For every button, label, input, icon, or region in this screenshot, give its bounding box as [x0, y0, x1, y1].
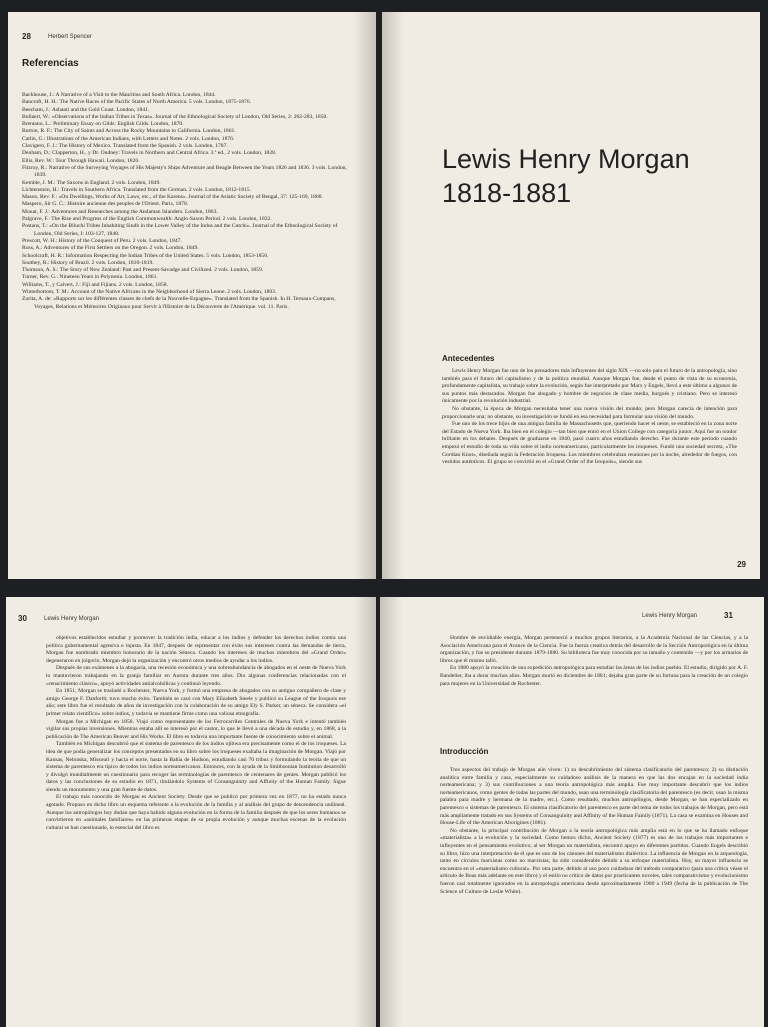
- reference-entry: Postans, T.: «On the Biluchi Tribes Inhabiting Sindh in the Lower Valley of the Indus and the Cutchi». Journal of the Ethnological Society of London, Old Series, I: 103-127, 1848.: [22, 223, 338, 237]
- reference-entry: Williams, T., y Calvert, J.: Fiji and Fijians. 2 vols. London, 1858.: [22, 281, 168, 288]
- section-title: Antecedentes: [442, 354, 495, 363]
- page-31: [380, 597, 764, 1027]
- chapter-title-name: Lewis Henry Morgan: [442, 144, 690, 174]
- reference-entry: Mason, Rev. F.: «On Dwellings, Works of Art, Laws, etc., of the Karens». Journal of the Asiatic Society of Bengal, 37: 125-169, 1868.: [22, 194, 323, 201]
- reference-entry: Beecham, J.: Ashanti and the Gold Coast. London, 1841.: [22, 106, 150, 113]
- gutter-shadow: [382, 12, 404, 579]
- paragraph: Morgan fue a Michigan en 1858. Viajó como representante de los Ferrocarriles Centrales de Nueva York e intentó también vigilar sus propias inversiones. Mientras estaba allí se interesó por el castor, lo que le llevó a una década de estudio y, en 1868, a la publicación de The American Beaver and His Works. El libro es todavía una importante fuente de conocimiento sobre el animal.: [46, 718, 346, 740]
- gutter-shadow: [354, 12, 376, 579]
- paragraph: objetivos establecidos estudiar y promover la tradición india, educar a los indios y defender los derechos indios contra una política gubernamental agresiva e injusta. En 1847, después de representar con éxito sus intereses contra las demandas de tierra, Morgan fue nombrado miembro honorario de la nación Séneca. Cuando los intereses de muchos miembros del «Grand Order» degeneraron en jolgorio, Morgan dejó la organización y encontró otros medios de ayudar a los indios.: [46, 635, 346, 664]
- reference-entry: Schoolcraft, H. R.: Information Respecting the Indian Tribes of the United States. 5 vols. London, 1853-1856.: [22, 252, 269, 259]
- paragraph: No obstante, la época de Morgan necesitaba tener una nueva visión del mundo; pero Morgan carecía de intención para proporcionarle una; no obstante, su investigación se fundó en esa necesidad para formular una visión del mundo.: [442, 405, 737, 420]
- section-title: Referencias: [22, 58, 79, 69]
- page-30: [6, 597, 376, 1027]
- reference-entry: Southey, R.: History of Brazil. 2 vols. London, 1810-1819.: [22, 259, 154, 266]
- page-number: 29: [737, 560, 746, 569]
- reference-list: [22, 92, 352, 311]
- body-text-bottom: [440, 767, 748, 896]
- reference-entry: Zurita, A. de: «Rapports sur les différentes classes de chefs de la Nouvelle-Espagne». Translated from the Spanish. In H. Ternaux-Compans, Voyages, Relations et Mémoires Originaux pour Servir à l'Histoire de la Découverte de l'Amérique. vol. 11. Paris.: [22, 296, 336, 310]
- reference-entry: Catlin, G.: Illustrations of the American Indians, with Letters and Notes. 2 vols. London, 1876.: [22, 135, 235, 142]
- gutter-shadow: [380, 597, 402, 1027]
- paragraph: El trabajo más conocido de Morgan es Ancient Society. Desde que se publicó por primera vez en 1877, no ha estado nunca agotado. Propuso en dicho libro un esquema referente a la evolución de la familia y al análisis del grupo de descendencia unilineal. Aunque los antropólogos hoy dudan que haya habido alguna evolución en la forma de la familia después de que los seres humanos se convirtieron en «animales familiares» en las primeras etapas de su propia evolución y aunque muchas escenas de la evolución cultural se han cuestionado, lo esencial del libro es: [46, 794, 346, 831]
- paragraph: Hombre de envidiable energía, Morgan perteneció a muchos grupos literarios, a la Academia Nacional de las Ciencias, y a la Asociación Americana para el Avance de la Ciencia. Fue la fuerza creativa detrás del desarrollo de la Sección Antropológica en la última organización, y fue su presidente durante 1879-1880. Su biblioteca fue muy conocida por su tamaño y contenido —y por los armarios de libros que él mismo talló.: [440, 635, 748, 664]
- reference-entry: Thomson, A. S.: The Story of New Zealand: Past and Present-Savadge and Civilized. 2 vols. London, 1859.: [22, 267, 264, 274]
- paragraph: Tres aspectos del trabajo de Morgan aún viven: 1) su descubrimiento del sistema clasificatorio del parentesco; 2) su distinción analítica entre familia y casa, especialmente su cuidadoso análisis de la manera en que las dos encajan en la sociedad india norteamericana; y 3) sus contribuciones a una teoría antropológica más amplia. Fue muy importante descubrir que los indios norteamericanos, como gentes de todas las partes del mundo, usan una terminología clasificatoria del parentesco (es decir, usan la misma palabra para madre y hermana de la madre, etc.). Como resultado, muchos antropólogos, desde Morgan, se han especializado en parentesco o sistemas de parentesco. El sistema clasificatorio del parentesco es parte del tema de todos los trabajos de Morgan, pero está más ampliamente tratado en sus Systems of Consanguinity and Affinity of the Human Family (1871). La casa se examina en Houses and House-Life of the American Aborigines (1881).: [440, 767, 748, 827]
- paragraph: Después de sus exámenes a la abogacía, una recesión económica y una sobreabundancia de abogados en el oeste de Nueva York lo mantuvieron trabajando en la granja familiar en Aurora durante tres años. Dio algunas conferencias relacionadas con el «renacimiento clásico», apoyó actividades antialcohólicas y continuó leyendo.: [46, 665, 346, 687]
- reference-entry: Mouat, F. J.: Adventures and Researches among the Andaman Islanders. London, 1863.: [22, 208, 218, 215]
- page-29: [382, 12, 760, 579]
- reference-entry: Maspero, Sir G. C.: Histoire ancienne des peuples de l'Orient. Paris, 1878.: [22, 201, 189, 208]
- paragraph: En 1851, Morgan se trasladó a Rochester, Nueva York, y formó una empresa de abogados con su antiguo compañero de clase y amigo George F. Danforth; tuvo mucho éxito. También se casó con Mary Elizabeth Steele y publicó su League of the Iroquois ese año; este libro fue el resultado de años de investigación con la colaboración de su amigo Ely S. Parker, un séneca. Se considera «el primer relato científico» sobre indios, y todavía se mantiene firme como una valiosa etnografía.: [46, 688, 346, 717]
- page-number: 28: [22, 32, 31, 41]
- paragraph: Fue uno de los trece hijos de una antigua familia de Massachusetts que, queriendo hacer el oeste, se estableció en la zona norte del Estado de Nueva York. Iba bien en el colegio —tan bien que entró en el Union College con categoría junior. Aquí fue un orador brillante en los debates. Después de graduarse en 1840, pasó cuatro años estudiando derecho. Fue durante este período cuando empezó el estudio de toda su vida sobre el indio norteamericano, particularmente los iroqueses. Fundó una sociedad secreta, «The Gordian Knot», diseñada según la Federación Iroquesa. Los miembros celebraban reuniones por la noche, alrededor de fuegos, con vestidos auténticos. El grupo se convirtió en el «Grand Order of the Iroquois», siendo sus: [442, 421, 737, 466]
- reference-entry: Lichtenstein, H.: Travels in Southern Africa. Translated from the German. 2 vols. London, 1812-1815.: [22, 186, 252, 193]
- chapter-title-dates: 1818-1881: [442, 178, 572, 208]
- reference-entry: Bancroft, H. H.: The Native Races of the Pacific States of North America. 5 vols. London, 1875-1876.: [22, 99, 252, 106]
- reference-entry: Prescott, W. H.: History of the Conquest of Peru. 2 vols. London, 1847.: [22, 237, 182, 244]
- reference-entry: Bollaert, W.: «Observations of the Indian Tribes in Texas». Journal of the Ethnological Society of London, Old Series, 2: 262-283, 1850.: [22, 113, 328, 120]
- section-title: Introducción: [440, 747, 489, 756]
- page-number: 30: [18, 614, 27, 623]
- gutter-shadow: [354, 597, 376, 1027]
- body-text-top: [440, 635, 748, 688]
- running-head: Lewis Henry Morgan: [642, 613, 698, 619]
- paragraph: Lewis Henry Morgan fue uno de los pensadores más influyentes del siglo XIX —no solo para el futuro de la antropología, sino también para el futuro del capitalismo y de la política mundial. Aunque Morgan fue, desde el punto de vista de su economía, profundamente capitalista, su trabajo sobre la evolución, según fue interpretado por Marx y Engels, llevó a este último a algunos de sus puntos más destacados. Morgan fue abogado y hombre de negocios de clase media, burgués y cristiano. Pero se interesó únicamente por la revolución industrial.: [442, 368, 737, 405]
- reference-entry: Denham, D.; Clapperton, H., y Dr. Oudney: Travels in Northern and Central Africa. 3.ª ed., 2 vols. London, 1828.: [22, 150, 277, 157]
- body-text: [442, 368, 737, 467]
- reference-entry: Burton, R. F.: The City of Saints and Across the Rocky Mountains to California. London, 1861.: [22, 128, 236, 135]
- reference-entry: Backhouse, J.: A Narrative of a Visit to the Mauritius and South Africa. London, 1844.: [22, 92, 216, 98]
- reference-entry: Fitzroy, R.: Narrative of the Surveying Voyages of His Majesty's Ships Adventure and Beagle Between the Years 1826 and 1836. 3 vols. London, 1839.: [22, 164, 347, 179]
- reference-entry: Kemble, J. M.: The Saxons in England. 2 vols. London, 1849.: [22, 179, 161, 186]
- paragraph: También en Michigan descubrió que el sistema de parentesco de los indios ojibwa era precisamente como el de los iroqueses. La idea de que podía generalizar los conceptos presentados en su libro sobre los iroqueses exaltaba la imaginación de Morgan. Viajó por Kansas, Nebraska, Missouri y hacia el norte, hasta la Bahía de Hudson, estudiando casi 70 tribus y formulando la teoría de que un sistema de parentesco era típico de todos los indios norteamericanos. Entonces, con la ayuda de la Smithsonian Institution desarrolló y divulgó mundialmente un cuestionario para recoger las terminologías de parentesco de centenares de gentes. Morgan publicó los datos y las conclusiones de su estudio en 1871, titulándolo Systems of Consanguinity and Affinity of the Human Family. Sigue siendo un monumento y una gran fuente de datos.: [46, 741, 346, 793]
- chapter-title: [442, 142, 690, 210]
- page-28: [8, 12, 376, 579]
- page-number: 31: [724, 611, 733, 620]
- reference-entry: Palgrave, F.: The Rise and Progress of the English Commonwealth: Anglo-Saxon Period. 2 vols. London, 1832.: [22, 216, 272, 223]
- reference-entry: Winterbottom, T. M.: Account of the Native Africans in the Neighborhood of Sierra Leone. 2 vols. London, 1803.: [22, 289, 277, 296]
- reference-entry: Ross, A.: Adventures of the First Settlers on the Oregon. 2 vols. London, 1849.: [22, 245, 199, 252]
- reference-entry: Ellis, Rev. W.: Tour Through Hawaii. London, 1826.: [22, 157, 140, 164]
- paragraph: En 1880 apoyó la creación de una expedición antropológica para estudiar las áreas de los indios pueblo. El estudio, dirigido por A. F. Bandelier, iba a durar muchos años. Morgan murió en diciembre de 1881; dejaba gran parte de su fortuna para la creación de un colegio para mujeres en la Universidad de Rochester.: [440, 665, 748, 687]
- running-head: Herbert Spencer: [48, 34, 93, 40]
- paragraph: No obstante, la principal contribución de Morgan a la teoría antropológica más amplia está en lo que se ha llamado enfoque «materialista» a la evolución y la sociedad. Como hemos dicho, Ancient Society (1877) es uno de los trabajos más importantes e influyentes en el pensamiento evolutivo; al ser Morgan un materialista, encontró apoyo en diferentes partidos. Cuando Engels describió su libro, hizo una interpretación de él que es uno de los cánones del materialismo dialéctico. La influencia de Morgan en la arqueología, tanto en círculos marxistas como no marxistas, ha sido considerable debido a su enfoque materialista. Hoy, su mayor influencia se encuentra en el «materialismo cultural». Por otra parte, debido al uso poco cuidadoso del método comparativo (para una crítica véase el artículo de Boas más adelante en este libro) y el estilo no crítico de datos por practicantes noveles, tales comparativismo y evolucionismo fueron casi totalmente ignorados en la antropología americana desde aproximadamente 1900 a 1949 (fecha de la publicación de The Science of Culture de Leslie White).: [440, 827, 748, 895]
- reference-entry: Clavigero, F. J.: The History of Mexico. Translated from the Spanish. 2 vols. London, 1787.: [22, 143, 228, 150]
- reference-entry: Turner, Rev. G.: Nineteen Years in Polynesia. London, 1861.: [22, 274, 158, 281]
- body-text: [46, 635, 346, 832]
- reference-entry: Brentano, L.: Preliminary Essay on Gilds: English Gilds. London, 1870.: [22, 121, 184, 128]
- running-head: Lewis Henry Morgan: [44, 616, 100, 622]
